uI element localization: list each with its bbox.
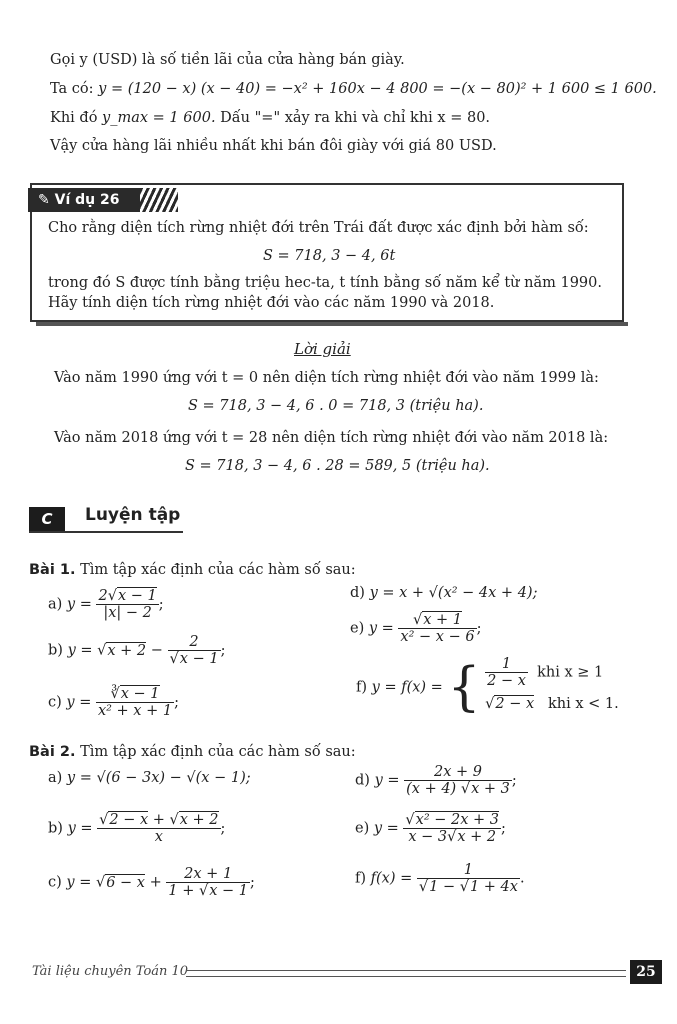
bai2-f: f) f(x) = $\frac{1}{√1 - √1 + 4x}$ . — [355, 862, 525, 895]
example-label: ✎ Ví dụ 26 — [28, 188, 146, 212]
pencil-icon: ✎ — [38, 192, 50, 208]
bai1-f: f) y = f(x) = { $\frac{1}{2 - x}$ khi x ≥ 1 √2 − x khi x < 1. — [356, 656, 619, 718]
bai1-c: c) y = $\frac{∛x - 1}{\text{x² + x + 1}}$ ; — [48, 686, 179, 719]
intro-line-2: Ta có: y = (120 − x) (x − 40) = −x² + 160x − 4 800 = −(x − 80)² + 1 600 ≤ 1 600. — [50, 81, 657, 97]
example-label-stripes — [140, 188, 178, 212]
intro-line-4: Vậy cửa hàng lãi nhiều nhất khi bán đôi giày với giá 80 USD. — [50, 138, 497, 154]
bai1-b: b) y = √x + 2 − $\frac{2}{√x - 1}$ ; — [48, 634, 226, 667]
example-formula: S = 718, 3 − 4, 6t — [263, 248, 396, 264]
example-line-1: Cho rằng diện tích rừng nhiệt đới trên Trái đất được xác định bởi hàm số: — [48, 220, 589, 236]
bai2-b: b) y = $\frac{√2 - x + √x + 2}{x}$ ; — [48, 812, 226, 845]
footer-line — [186, 970, 626, 977]
intro-line-1: Gọi y (USD) là số tiền lãi của cửa hàng bán giày. — [50, 52, 405, 68]
solution-line-1: Vào năm 1990 ứng với t = 0 nên diện tích rừng nhiệt đới vào năm 1999 là: — [54, 370, 599, 386]
bai2-e: e) y = $\frac{\text{√x² − 2x + 3}}{x - 3√x + 2}$ ; — [355, 812, 506, 845]
intro-line-3: Khi đó y_max = 1 600. Dấu "=" xảy ra khi và chỉ khi x = 80. — [50, 110, 491, 126]
example-line-3: trong đó S được tính bằng triệu hec-ta, t tính bằng số năm kể từ năm 1990. — [48, 275, 602, 291]
solution-formula-2: S = 718, 3 − 4, 6 . 28 = 589, 5 (triệu ha). — [185, 458, 490, 474]
section-underline — [29, 531, 183, 533]
example-line-4: Hãy tính diện tích rừng nhiệt đới vào các năm 1990 và 2018. — [48, 295, 495, 311]
solution-title: Lời giải — [294, 340, 351, 358]
bai1-e: e) y = $\frac{√x + 1}{\text{x² − x − 6}}$ ; — [350, 612, 482, 645]
page-number: 25 — [630, 960, 662, 984]
bai2-a: a) y = √(6 − 3x) − √(x − 1); — [48, 770, 251, 786]
bai2-d: d) y = $\frac{2x + 9}{(x + 4) √x + 3}$ ; — [355, 764, 517, 797]
bai2-heading: Bài 2. Tìm tập xác định của các hàm số sau: — [29, 744, 356, 760]
bai2-c: c) y = √6 − x + $\frac{2x + 1}{1 + √x - 1}$ ; — [48, 866, 255, 899]
bai1-heading: Bài 1. Tìm tập xác định của các hàm số sau: — [29, 562, 356, 578]
solution-formula-1: S = 718, 3 − 4, 6 . 0 = 718, 3 (triệu ha). — [188, 398, 484, 414]
footer-text: Tài liệu chuyên Toán 10 — [32, 964, 189, 979]
bai1-a: a) y = $\frac{2√x - 1}{|x| - 2}$ ; — [48, 588, 164, 621]
bai1-d: d) y = x + √(x² − 4x + 4); — [350, 585, 538, 601]
section-badge: C — [29, 507, 65, 531]
section-title: Luyện tập — [85, 505, 181, 525]
solution-line-2: Vào năm 2018 ứng với t = 28 nên diện tích rừng nhiệt đới vào năm 2018 là: — [54, 430, 609, 446]
